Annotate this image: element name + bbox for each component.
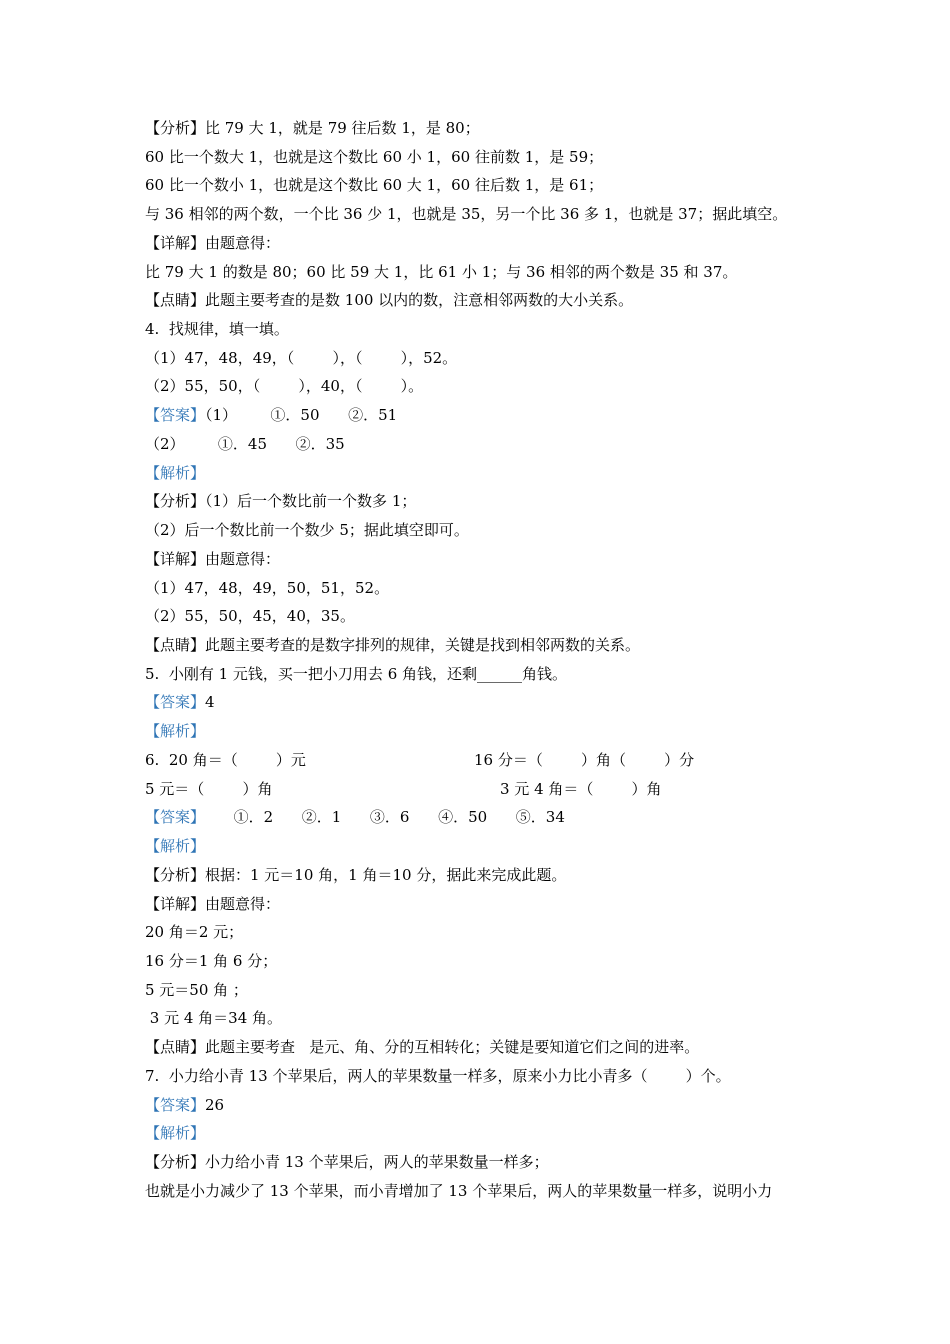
analysis-line: 【分析】根据：1 元＝10 角，1 角＝10 分，据此来完成此题。 xyxy=(145,866,567,884)
comment-line: 【点睛】此题主要考查的是数字排列的规律，关键是找到相邻两数的关系。 xyxy=(145,636,641,654)
explanation-label: 【解析】 xyxy=(145,837,206,855)
answer-label: 【答案】 xyxy=(145,693,206,711)
text-line: （2） ①．45 ②．35 xyxy=(145,435,345,453)
explanation-label: 【解析】 xyxy=(145,464,206,482)
detail-line: 【详解】由题意得： xyxy=(145,895,281,913)
answer-line xyxy=(145,405,397,425)
explanation-label: 【解析】 xyxy=(145,1124,206,1142)
answer-text: （1） ①．50 ②．51 xyxy=(205,406,398,424)
question-6-right: 16 分＝（ ）角（ ）分 xyxy=(474,751,695,769)
comment-line: 【点睛】此题主要考查 是元、角、分的互相转化；关键是要知道它们之间的进率。 xyxy=(145,1038,700,1056)
question-5: 5. 小刚有 1 元钱，买一把小刀用去 6 角钱，还剩______角钱。 xyxy=(145,665,568,683)
analysis-line: 【分析】小力给小青 13 个苹果后，两人的苹果数量一样多； xyxy=(145,1153,549,1171)
question-4-part-1: （1）47，48，49，（ ），（ ），52。 xyxy=(145,349,458,367)
text-line: 60 比一个数大 1，也就是这个数比 60 小 1，60 往前数 1，是 59； xyxy=(145,148,604,166)
question-4-part-2: （2）55，50，（ ），40，（ ）。 xyxy=(145,377,424,395)
text-line: 比 79 大 1 的数是 80；60 比 59 大 1，比 61 小 1；与 36 相邻的两个数是 35 和 37。 xyxy=(145,263,738,281)
answer-text: ①．2 ②．1 ③．6 ④．50 ⑤．34 xyxy=(205,808,565,826)
answer-label: 【答案】 xyxy=(145,808,206,826)
text-line: （2）后一个数比前一个数少 5；据此填空即可。 xyxy=(145,521,469,539)
answer-line xyxy=(145,692,215,712)
text-line: 与 36 相邻的两个数，一个比 36 少 1，也就是 35，另一个比 36 多 1，也就是 37；据此填空。 xyxy=(145,205,788,223)
analysis-line: 【分析】（1）后一个数比前一个数多 1； xyxy=(145,492,417,510)
analysis-line: 【分析】比 79 大 1，就是 79 往后数 1，是 80； xyxy=(145,119,480,137)
answer-text: 4 xyxy=(205,693,215,711)
text-line: （1）47，48，49，50，51，52。 xyxy=(145,579,390,597)
explanation-label: 【解析】 xyxy=(145,722,206,740)
answer-label: 【答案】 xyxy=(145,1096,206,1114)
text-line: 5 元＝50 角 ； xyxy=(145,981,248,999)
comment-line: 【点睛】此题主要考查的是数 100 以内的数，注意相邻两数的大小关系。 xyxy=(145,291,634,309)
question-6-right-2: 3 元 4 角＝（ ）角 xyxy=(500,780,662,798)
question-4: 4. 找规律，填一填。 xyxy=(145,320,289,338)
detail-line: 【详解】由题意得： xyxy=(145,234,281,252)
answer-line xyxy=(145,1095,224,1115)
detail-line: 【详解】由题意得： xyxy=(145,550,281,568)
text-line: （2）55，50，45，40，35。 xyxy=(145,607,355,625)
text-line: 3 元 4 角＝34 角。 xyxy=(145,1009,283,1027)
answer-label: 【答案】 xyxy=(145,406,206,424)
text-line: 20 角＝2 元； xyxy=(145,923,244,941)
answer-text: 26 xyxy=(205,1096,225,1114)
question-6-left-2: 5 元＝（ ）角 xyxy=(145,780,273,798)
answer-line xyxy=(145,807,565,827)
text-line: 也就是小力减少了 13 个苹果，而小青增加了 13 个苹果后，两人的苹果数量一样多，说明小力 xyxy=(145,1182,773,1200)
text-line: 16 分＝1 角 6 分； xyxy=(145,952,278,970)
question-6-left: 6. 20 角＝（ ）元 xyxy=(145,751,306,769)
text-line: 60 比一个数小 1，也就是这个数比 60 大 1，60 往后数 1，是 61； xyxy=(145,176,604,194)
question-7: 7. 小力给小青 13 个苹果后，两人的苹果数量一样多，原来小力比小青多（ ）个。 xyxy=(145,1067,731,1085)
